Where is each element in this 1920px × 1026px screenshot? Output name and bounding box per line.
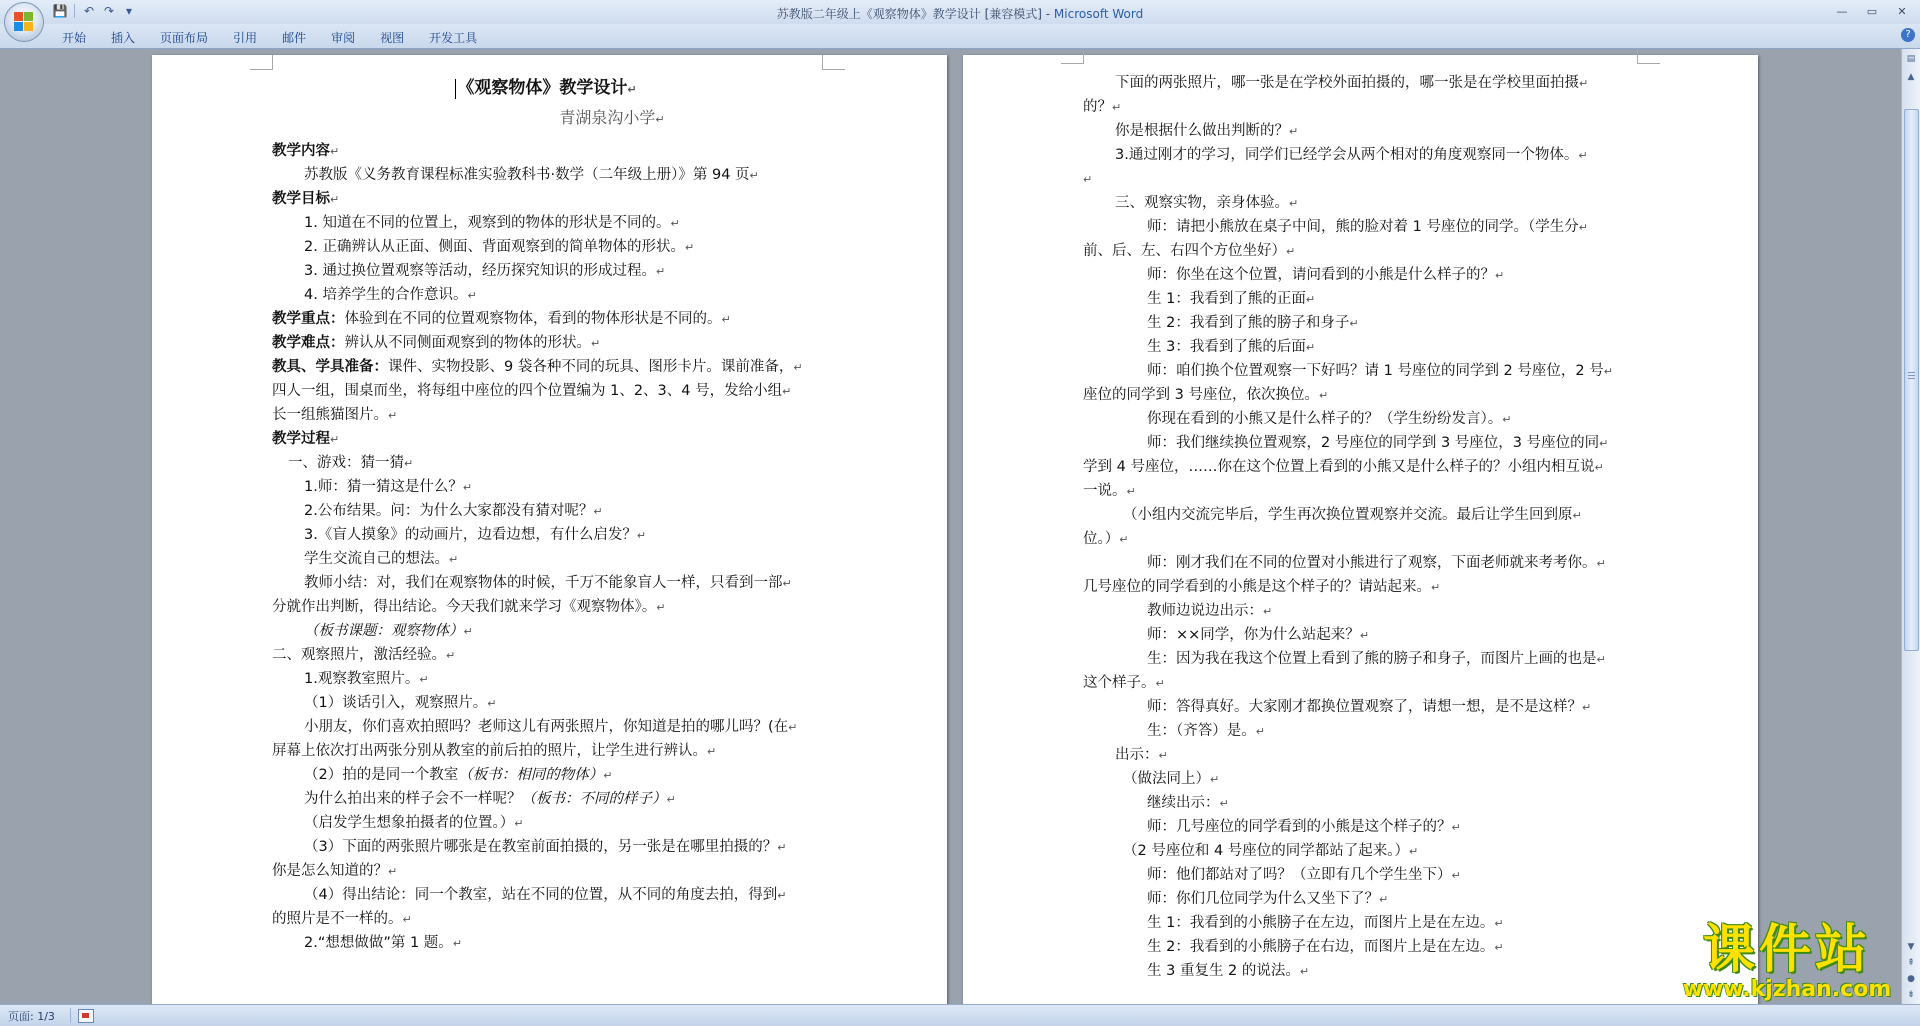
margin-corner-mark	[250, 55, 273, 70]
paragraph-text: （2）拍的是同一个教室	[304, 767, 459, 783]
close-button[interactable]: ✕	[1897, 4, 1907, 18]
paragraph-text: 体验到在不同的位置观察物体，看到的物体形状是不同的。	[344, 311, 722, 327]
paragraph-mark-icon: ↵	[591, 337, 601, 350]
document-paragraph	[1083, 455, 1643, 479]
paragraph-mark-icon: ↵	[449, 553, 459, 566]
paragraph-text: 师：你坐在这个位置，请问看到的小熊是什么样子的？	[1147, 267, 1495, 283]
paragraph-mark-icon: ↵	[1409, 845, 1419, 858]
tab-page-layout[interactable]: 页面布局	[160, 31, 209, 45]
document-paragraph	[272, 691, 822, 715]
document-paragraph	[1083, 863, 1643, 887]
paragraph-mark-icon: ↵	[1318, 389, 1329, 402]
document-paragraph	[272, 451, 822, 475]
paragraph-mark-icon: ↵	[1359, 629, 1370, 642]
paragraph-text: 小朋友，你们喜欢拍照吗？老师这儿有两张照片，你知道是拍的哪儿吗？(在	[304, 719, 789, 735]
paragraph-mark-icon: ↵	[452, 937, 463, 950]
document-school: 青湖泉沟小学↵	[559, 108, 665, 127]
paragraph-mark-icon: ↵	[462, 481, 473, 494]
paragraph-mark-icon: ↵	[1596, 653, 1606, 666]
paragraph-annotation: （板书：不同的样子）	[521, 791, 667, 807]
document-paragraph	[1083, 623, 1643, 647]
document-paragraph	[272, 571, 822, 595]
document-page-right[interactable]	[963, 55, 1758, 1004]
paragraph-text: 教师边说边出示：	[1147, 603, 1263, 619]
document-paragraph	[272, 379, 822, 403]
paragraph-mark-icon: ↵	[467, 289, 477, 302]
margin-corner-mark	[822, 55, 845, 70]
document-body-left[interactable]	[272, 65, 822, 955]
paragraph-text: 生 3 重复生 2 的说法。	[1147, 963, 1300, 979]
paragraph-text: 几号座位的同学看到的小熊是这个样子的？请站起来。	[1083, 579, 1431, 595]
paragraph-mark-icon: ↵	[1495, 269, 1505, 282]
paragraph-text: 一说。	[1083, 483, 1127, 499]
maximize-button[interactable]: ▭	[1866, 4, 1878, 18]
document-paragraph	[1083, 695, 1643, 719]
paragraph-mark-icon: ↵	[707, 745, 717, 758]
paragraph-mark-icon: ↵	[1219, 797, 1229, 810]
document-paragraph	[1083, 815, 1643, 839]
paragraph-mark-icon: ↵	[330, 193, 340, 206]
paragraph-mark-icon: ↵	[1594, 461, 1604, 474]
paragraph-text: （2 号座位和 4 号座位的同学都站了起来。）	[1123, 843, 1410, 859]
tab-home[interactable]: 开始	[62, 31, 87, 45]
paragraph-text: 分就作出判断，得出结论。今天我们就来学习《观察物体》。	[272, 599, 657, 615]
document-paragraph	[1083, 503, 1643, 527]
document-paragraph	[272, 787, 822, 811]
paragraph-mark-icon: ↵	[1572, 509, 1582, 522]
paragraph-text: 屏幕上依次打出两张分别从教室的前后拍的照片，让学生进行辨认。	[272, 743, 707, 759]
ruler-toggle-icon[interactable]: ▤	[1906, 54, 1916, 64]
document-paragraph	[272, 235, 822, 259]
document-paragraph	[1083, 911, 1643, 935]
paragraph-text: 辨认从不同侧面观察到的物体的形状。	[344, 335, 591, 351]
paragraph-text: 3. 通过换位置观察等活动，经历探究知识的形成过程。	[304, 263, 656, 279]
watermark-url: www.kjzhan.com	[1682, 977, 1892, 1002]
paragraph-text: 这个样子。	[1083, 675, 1156, 691]
document-paragraph	[1083, 407, 1643, 431]
document-paragraph	[272, 523, 822, 547]
paragraph-text: 师：你们几位同学为什么又坐下了？	[1147, 891, 1379, 907]
paragraph-text: 1. 知道在不同的位置上，观察到的物体的形状是不同的。	[304, 215, 671, 231]
save-icon[interactable]: 💾	[52, 4, 68, 18]
paragraph-text: 师：咱们换个位置观察一下好吗？请 1 号座位的同学到 2 号座位，2 号	[1147, 363, 1604, 379]
paragraph-text: 生：因为我在我这个位置上看到了熊的膀子和身子，而图片上画的也是	[1147, 651, 1597, 667]
document-paragraph	[272, 211, 822, 235]
paragraph-mark-icon: ↵	[655, 265, 666, 278]
document-paragraph	[272, 427, 822, 451]
paragraph-mark-icon: ↵	[1494, 941, 1504, 954]
paragraph-mark-icon: ↵	[1305, 293, 1316, 306]
document-paragraph	[1083, 215, 1643, 239]
document-paragraph	[1083, 431, 1643, 455]
document-paragraph	[272, 883, 822, 907]
paragraph-text: 生 1：我看到了熊的正面	[1147, 291, 1306, 307]
paragraph-text: 为什么拍出来的样子会不一样呢？	[304, 791, 522, 807]
paragraph-text: 师：他们都站对了吗？（立即有几个学生坐下）	[1147, 867, 1452, 883]
paragraph-text: 你是怎么知道的？	[272, 863, 388, 879]
paragraph-text: 师：请把小熊放在桌子中间，熊的脸对着 1 号座位的同学。（学生分	[1147, 219, 1579, 235]
paragraph-label: 教具、学具准备：	[272, 359, 388, 375]
paragraph-mark-icon: ↵	[603, 769, 613, 782]
status-bar	[0, 1004, 1920, 1026]
tab-mailings[interactable]: 邮件	[282, 31, 307, 45]
paragraph-label: 教学难点：	[272, 335, 345, 351]
paragraph-text: 继续出示：	[1147, 795, 1220, 811]
title-bar	[0, 0, 1920, 24]
ribbon-tabs	[50, 29, 492, 46]
kjzhan-watermark	[1668, 919, 1906, 1004]
paragraph-text: 教学内容	[272, 143, 330, 159]
paragraph-mark-icon: ↵	[463, 625, 473, 638]
paragraph-text: 生：（齐答）是。	[1147, 723, 1256, 739]
paragraph-mark-icon: ↵	[1578, 221, 1588, 234]
document-paragraph	[272, 643, 822, 667]
document-paragraph	[1083, 671, 1643, 695]
document-paragraph	[1083, 287, 1643, 311]
paragraph-mark-icon: ↵	[782, 577, 792, 590]
document-paragraph	[1083, 263, 1643, 287]
document-paragraph	[1083, 599, 1643, 623]
margin-corner-mark	[1637, 49, 1660, 64]
paragraph-mark-icon: ↵	[670, 217, 680, 230]
paragraph-mark-icon: ↵	[1603, 365, 1613, 378]
document-paragraph	[272, 283, 822, 307]
paragraph-mark-icon: ↵	[1451, 869, 1461, 882]
paragraph-mark-icon: ↵	[514, 817, 524, 830]
undo-icon[interactable]: ↶	[83, 4, 95, 18]
paragraph-mark-icon: ↵	[666, 793, 676, 806]
paragraph-mark-icon: ↵	[1379, 893, 1389, 906]
paragraph-mark-icon: ↵	[1210, 773, 1220, 786]
paragraph-mark-icon: ↵	[636, 529, 647, 542]
paragraph-mark-icon: ↵	[402, 913, 412, 926]
document-paragraph	[272, 763, 822, 787]
document-paragraph	[1083, 551, 1643, 575]
paragraph-text: 一、游戏：猜一猜	[288, 455, 404, 471]
paragraph-text: 三、观察实物，亲身体验。	[1115, 195, 1289, 211]
paragraph-text: 生 1：我看到的小熊膀子在左边，而图片上是在左边。	[1147, 915, 1495, 931]
document-paragraph	[1083, 335, 1643, 359]
paragraph-text: 学生交流自己的想法。	[304, 551, 449, 567]
document-paragraph	[272, 715, 822, 739]
tab-references[interactable]: 引用	[233, 31, 258, 45]
paragraph-mark-icon: ↵	[1263, 605, 1273, 618]
paragraph-text: 4. 培养学生的合作意识。	[304, 287, 468, 303]
paragraph-text: （4）得出结论：同一个教室，站在不同的位置，从不同的角度去拍，得到	[304, 887, 778, 903]
document-paragraph	[272, 835, 822, 859]
paragraph-mark-icon: ↵	[593, 505, 603, 518]
document-paragraph	[1083, 143, 1643, 167]
paragraph-mark-icon: ↵	[721, 313, 731, 326]
paragraph-mark-icon: ↵	[777, 841, 787, 854]
document-paragraph	[1083, 119, 1643, 143]
paragraph-label: 教学重点：	[272, 311, 345, 327]
document-paragraph	[272, 475, 822, 499]
right-page-paragraphs	[1083, 71, 1643, 983]
paragraph-text: 师：我们继续换位置观察，2 号座位的同学到 3 号座位，3 号座位的同	[1147, 435, 1600, 451]
paragraph-text: 前、后、左、右四个方位坐好）	[1083, 243, 1286, 259]
paragraph-text: 3.《盲人摸象》的动画片，边看边想，有什么启发？	[304, 527, 637, 543]
left-page-paragraphs	[272, 139, 822, 955]
document-paragraph	[1083, 71, 1643, 95]
paragraph-text: 你是根据什么做出判断的？	[1115, 123, 1289, 139]
paragraph-mark-icon: ↵	[388, 409, 398, 422]
document-paragraph	[1083, 167, 1643, 191]
document-paragraph	[1083, 311, 1643, 335]
paragraph-text: 长一组熊猫图片。	[272, 407, 388, 423]
tab-insert[interactable]: 插入	[111, 31, 136, 45]
document-paragraph	[272, 259, 822, 283]
document-paragraph	[272, 187, 822, 211]
office-button[interactable]	[4, 2, 44, 42]
paragraph-mark-icon: ↵	[684, 241, 695, 254]
document-paragraph	[1083, 887, 1643, 911]
paragraph-mark-icon: ↵	[1502, 413, 1512, 426]
paragraph-text: 四人一组，围桌而坐，将每组中座位的四个位置编为 1、2、3、4 号，发给小组	[272, 383, 783, 399]
document-page-left[interactable]	[152, 55, 947, 1004]
margin-corner-mark	[1061, 49, 1084, 64]
document-paragraph	[272, 811, 822, 835]
paragraph-mark-icon: ↵	[487, 697, 497, 710]
document-paragraph	[1083, 95, 1643, 119]
paragraph-mark-icon: ↵	[1494, 917, 1504, 930]
scroll-down-icon[interactable]: ▼	[1907, 942, 1915, 952]
paragraph-mark-icon: ↵	[1305, 341, 1316, 354]
paragraph-mark-icon: ↵	[749, 169, 759, 182]
paragraph-mark-icon: ↵	[1579, 77, 1589, 90]
paragraph-text: 学到 4 号座位，……你在这个位置上看到的小熊又是什么样子的？小组内相互说	[1083, 459, 1595, 475]
watermark-title: 课件站	[1702, 919, 1871, 980]
paragraph-mark-icon: ↵	[1582, 701, 1592, 714]
document-paragraph	[272, 307, 822, 331]
previous-page-icon[interactable]: ⇞	[1907, 958, 1915, 968]
paragraph-mark-icon: ↵	[1451, 821, 1461, 834]
paragraph-mark-icon: ↵	[656, 601, 666, 614]
paragraph-mark-icon: ↵	[1155, 677, 1165, 690]
paragraph-text: 你现在看到的小熊又是什么样子的？（学生纷纷发言）。	[1147, 411, 1503, 427]
paragraph-mark-icon: ↵	[788, 721, 798, 734]
document-paragraph	[1083, 239, 1643, 263]
paragraph-text: （小组内交流完毕后，学生再次换位置观察并交流。最后让学生回到原	[1123, 507, 1573, 523]
paragraph-text: 苏教版《义务教育课程标准实验教科书·数学（二年级上册）》第 94 页	[304, 167, 750, 183]
paragraph-mark-icon: ↵	[330, 145, 340, 158]
paragraph-text: 课件、实物投影、9 袋各种不同的玩具、图形卡片。课前准备，	[388, 359, 794, 375]
document-paragraph	[272, 499, 822, 523]
paragraph-mark-icon: ↵	[388, 865, 398, 878]
paragraph-mark-icon: ↵	[1286, 245, 1296, 258]
paragraph-mark-icon: ↵	[1431, 581, 1441, 594]
paragraph-text: 2.公布结果。问：为什么大家都没有猜对呢？	[304, 503, 594, 519]
document-paragraph	[272, 859, 822, 883]
paragraph-text: 位。）	[1083, 531, 1120, 547]
document-paragraph	[1083, 839, 1643, 863]
document-paragraph	[272, 931, 822, 955]
paragraph-text: 的照片是不一样的。	[272, 911, 403, 927]
document-paragraph	[272, 403, 822, 427]
customize-qat-icon[interactable]: ▾	[125, 4, 133, 18]
document-body-right[interactable]	[1083, 71, 1643, 983]
paragraph-mark-icon: ↵	[1289, 197, 1299, 210]
paragraph-text: 2. 正确辨认从正面、侧面、背面观察到的简单物体的形状。	[304, 239, 685, 255]
paragraph-mark-icon: ↵	[1255, 725, 1265, 738]
paragraph-text: （启发学生想象拍摄者的位置。）	[304, 815, 515, 831]
status-separator	[70, 1008, 71, 1023]
document-paragraph	[1083, 383, 1643, 407]
paragraph-mark-icon: ↵	[1299, 965, 1310, 978]
ribbon-tab-bar	[0, 24, 1920, 49]
paragraph-text: 生 2：我看到了熊的膀子和身子	[1147, 315, 1350, 331]
document-paragraph	[272, 331, 822, 355]
tab-review[interactable]: 审阅	[331, 31, 356, 45]
document-paragraph	[1083, 575, 1643, 599]
office-logo-icon	[14, 12, 34, 32]
paragraph-mark-icon: ↵	[777, 889, 787, 902]
vertical-scrollbar[interactable]	[1901, 49, 1920, 1004]
paragraph-annotation: （板书：相同的物体）	[458, 767, 604, 783]
paragraph-text: 生 2：我看到的小熊膀子在右边，而图片上是在左边。	[1147, 939, 1495, 955]
school-name: 青湖泉沟小学	[559, 108, 656, 127]
document-paragraph	[272, 163, 822, 187]
paragraph-text: 出示：	[1115, 747, 1159, 763]
paragraph-text: 师：几号座位的同学看到的小熊是这个样子的？	[1147, 819, 1452, 835]
paragraph-text: （1）谈话引入，观察照片。	[304, 695, 488, 711]
document-paragraph	[1083, 359, 1643, 383]
paragraph-mark-icon: ↵	[1289, 125, 1299, 138]
paragraph-text: （做法同上）	[1123, 771, 1210, 787]
paragraph-mark-icon: ↵	[1599, 437, 1609, 450]
document-paragraph	[1083, 935, 1643, 959]
paragraph-text: 二、观察照片，激活经验。	[272, 647, 446, 663]
document-paragraph	[1083, 791, 1643, 815]
paragraph-mark-icon: ↵	[419, 673, 429, 686]
document-workspace[interactable]	[0, 49, 1902, 1004]
document-title: 苏教版二年级上《观察物体》教学设计 [兼容模式] -	[776, 7, 1054, 21]
document-paragraph	[1083, 647, 1643, 671]
paragraph-mark-icon: ↵	[1112, 101, 1122, 114]
paragraph-mark-icon: ↵	[1158, 749, 1168, 762]
document-paragraph	[272, 739, 822, 763]
tab-developer[interactable]: 开发工具	[429, 31, 478, 45]
next-page-icon[interactable]: ⇟	[1907, 990, 1915, 1000]
paragraph-mark-icon: ↵	[1126, 485, 1136, 498]
redo-icon[interactable]: ↷	[103, 4, 115, 18]
paragraph-text: 1.观察教室照片。	[304, 671, 420, 687]
paragraph-text: 2.“想想做做”第 1 题。	[304, 935, 453, 951]
paragraph-mark-icon: ↵	[1119, 533, 1129, 546]
document-paragraph	[272, 139, 822, 163]
window-controls	[1828, 2, 1916, 20]
scrollbar-thumb[interactable]	[1904, 109, 1919, 651]
paragraph-text: 教师小结：对，我们在观察物体的时候，千万不能象盲人一样，只看到一部	[304, 575, 783, 591]
page-count-status[interactable]: 页面: 1/3	[8, 1010, 55, 1023]
paragraph-mark-icon: ↵	[1578, 149, 1588, 162]
document-heading: 《观察物体》教学设计↵	[272, 73, 822, 103]
paragraph-text: （板书课题：观察物体）	[304, 623, 464, 639]
paragraph-text: 教学目标	[272, 191, 330, 207]
paragraph-mark-icon: ↵	[404, 457, 414, 470]
paragraph-text: （3）下面的两张照片哪张是在教室前面拍摄的，另一张是在哪里拍摄的？	[304, 839, 778, 855]
scroll-up-icon[interactable]: ▲	[1907, 72, 1915, 82]
app-name: Microsoft Word	[1053, 7, 1144, 21]
paragraph-mark-icon: ↵	[793, 361, 803, 374]
paragraph-text: 座位的同学到 3 号座位，依次换位。	[1083, 387, 1319, 403]
proofing-status-icon[interactable]	[78, 1009, 94, 1023]
document-paragraph	[272, 619, 822, 643]
document-paragraph	[272, 355, 822, 379]
paragraph-text: 下面的两张照片，哪一张是在学校外面拍摄的，哪一张是在学校里面拍摄	[1115, 75, 1579, 91]
document-paragraph	[1083, 479, 1643, 503]
document-paragraph	[1083, 959, 1643, 983]
paragraph-mark-icon: ↵	[782, 385, 792, 398]
document-paragraph	[1083, 527, 1643, 551]
paragraph-text: 师：××同学，你为什么站起来？	[1147, 627, 1360, 643]
document-paragraph	[272, 667, 822, 691]
tab-view[interactable]: 视图	[380, 31, 405, 45]
help-icon[interactable]: ?	[1901, 28, 1915, 42]
document-paragraph	[1083, 743, 1643, 767]
minimize-button[interactable]: —	[1836, 4, 1848, 18]
paragraph-mark-icon: ↵	[1596, 557, 1606, 570]
paragraph-text: 1.师：猜一猜这是什么？	[304, 479, 463, 495]
text-cursor	[455, 79, 456, 99]
paragraph-mark-icon: ↵	[1083, 173, 1093, 186]
paragraph-text: 生 3：我看到了熊的后面	[1147, 339, 1306, 355]
browse-object-icon[interactable]: ●	[1907, 974, 1915, 984]
document-paragraph	[1083, 767, 1643, 791]
document-paragraph	[1083, 191, 1643, 215]
paragraph-mark-icon: ↵	[330, 433, 340, 446]
document-heading-text: 《观察物体》教学设计	[457, 78, 628, 98]
document-paragraph	[272, 547, 822, 571]
paragraph-text: 教学过程	[272, 431, 330, 447]
paragraph-text: 师：刚才我们在不同的位置对小熊进行了观察，下面老师就来考考你。	[1147, 555, 1597, 571]
paragraph-mark-icon: ↵	[1349, 317, 1359, 330]
document-paragraph	[1083, 719, 1643, 743]
document-paragraph	[272, 595, 822, 619]
paragraph-mark-icon: ↵	[446, 649, 456, 662]
paragraph-text: 师：答得真好。大家刚才都换位置观察了，请想一想，是不是这样？	[1147, 699, 1582, 715]
paragraph-text: 的？	[1083, 99, 1112, 115]
window-title	[0, 5, 1920, 22]
paragraph-text: 3.通过刚才的学习，同学们已经学会从两个相对的角度观察同一个物体。	[1115, 147, 1579, 163]
document-paragraph	[272, 907, 822, 931]
